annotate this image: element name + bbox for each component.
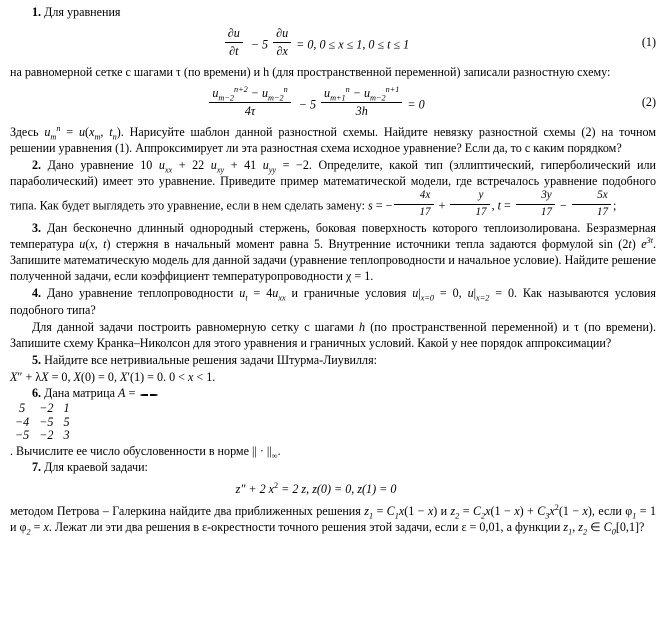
equation-2-row — [10, 86, 656, 118]
problem-5 — [10, 352, 656, 368]
matrix-cell: 3 — [63, 428, 70, 443]
problem-4-body-2: Для данной задачи построить равномерную сетку с шагами h (по пространственной переменной) и τ (по времени). Запишите схему Кранка–Николсон для этого уравнения и граничных условий. Какой у нее порядок аппроксимации? — [10, 319, 656, 350]
equation-2-number: (2) — [641, 95, 657, 110]
problem-1-number: 1. — [32, 5, 42, 19]
matrix-cell: 1 — [63, 401, 70, 416]
document-page: 1. Для уравнения $\frac{\partial u}{\partial t}$ − 5 $\frac{\partial u}{\partial x}$ = 0, 0 ≤ x ≤ 1, 0 ≤ t ≤ 1 (1) на равномерной сетке с шагами τ (по времени) и h (для пространственной переменной) записали разностную схему: $\frac{u_{m-2}^{n+2} - u_{m-2}^n}{4\tau}$ − 5 $\frac{u_{m+1}^n - u_{m-2}^{n+1}}{3h}$ = 0 (2) Здесь $u_m^n = u(x_m$, $t_n$). Нарисуйте шаблон данной разностной схемы. Найдите невязку разностной схемы (2) на точном решении уравнения (1). Аппроксимирует ли эта разностная схема исходное уравнение? Если да, то с каким порядком? 2. Дано уравнение 10 $u_{xx} + 22$ $u_{xy} + 41$ $u_{yy} = -2$. Определите, какой тип (эллиптический, гиперболический или параболический) имеет это уравнение. Приведите пример математической модели, где встречалось уравнение подобного типа. Как будет выглядеть это уравнение, если в нем сделать замену: s = − $\frac{4x}{17}$ + $\frac{y}{17}$ , t = $\frac{3y}{17}$ − $\frac{5x}{17}$ ; 3. Дан бесконечно длинный однородный стержень, боковая поверхность которого теплоизолирована. Безразмерная температура u(x, t) стержня в начальный момент равна 5. Внутренние источники тепла задаются формулой sin (2t) $e^{3t}$. Запишите математическую модель для данной задачи (уравнение теплопроводности и начальное условие). Найдите решение полученной задачи, если коэффициент температуропроводности χ = 1. 4. Дано уравнение теплопроводности $u_t = 4u_{xx}$ и граничные условия $u|_{x=0} = 0$, $u|_{x=2} = 0$. Как называются условия подобного типа? Для данной задачи построить равномерную сетку с шагами h (по пространственной переменной) и τ (по времени). Запишите схему Кранка–Николсон для этого уравнения и граничных условий. Какой у нее порядок аппроксимации? 5. Найдите все нетривиальные решения задачи Штурма-Лиувилля: X″ + λX = 0, X(0) = 0, X′(1) = 0. 0 < x < 1. 6. Дана матрица A = 5 −2 1 −4 −5 5 −5 −2 3 . Вычислите ее число обусловенности в норме || · $||_\infty$. 7. Для краевой задачи: z″ + 2 $x^2 = 2$ z, z(0) = 0, z(1) = 0 методом Петрова – Галеркина найдите два приближенных решения $z_1 = C_1x(1 - x)$ и $z_2 = C_2x(1 - x) + C_3x^2(1 - x)$, если $\varphi_1 = 1$ и $\varphi_2 = x$. Лежат ли эти два решения в ε-окрестности точного решения этой задачи, если ε = 0,01, а функции $z_1$, $z_2$ ∈ $C_0[0,1]$? — [10, 5, 657, 537]
matrix-cell: −2 — [39, 401, 54, 416]
problem-4-number: 4. — [32, 286, 42, 301]
matrix-a-table — [10, 402, 74, 443]
problem-1-body-2: Здесь $u_m^n = u(x_m$, $t_n$). Нарисуйте шаблон данной разностной схемы. Найдите невязку разностной схемы (2) на точном решении уравнения (1). Аппроксимирует ли эта разностная схема исходное уравнение? Если да, то с каким порядком? — [10, 124, 656, 156]
problem-5-text: Найдите все нетривиальные решения задачи Штурма-Лиувилля: — [44, 352, 378, 367]
problem-4: 4. Дано уравнение теплопроводности $u_t = 4u_{xx}$ и граничные условия $u|_{x=0} = 0$, $u|_{x=2} = 0$. Как называются условия подобного типа? — [10, 286, 656, 317]
problem-5-number: 5. — [32, 352, 42, 367]
problem-7-body: методом Петрова – Галеркина найдите два приближенных решения $z_1 = C_1x(1 - x)$ и $z_2 = C_2x(1 - x) + C_3x^2(1 - x)$, если $\varphi_1 = 1$ и $\varphi_2 = x$. Лежат ли эти два решения в ε-окрестности точного решения этой задачи, если ε = 0,01, а функции $z_1$, $z_2$ ∈ $C_0[0,1]$? — [10, 502, 656, 537]
equation-1-number: (1) — [641, 35, 657, 50]
equation-7-row — [10, 481, 656, 497]
problem-1-body-1: на равномерной сетке с шагами τ (по времени) и h (для пространственной переменной) записали разностную схему: — [10, 65, 611, 80]
matrix-cell: 5 — [19, 401, 26, 416]
table-row — [10, 416, 74, 430]
equation-1-body: $\frac{\partial u}{\partial t}$ − 5 $\frac{\partial u}{\partial x}$ = 0, 0 ≤ x ≤ 1, 0 ≤ t ≤ 1 — [223, 26, 409, 58]
matrix-cell: −2 — [39, 428, 54, 443]
problem-7-lead — [10, 459, 656, 475]
problem-6-number: 6. — [32, 385, 42, 400]
problem-1-lead-text: Для уравнения — [44, 5, 121, 19]
problem-1-lead — [10, 4, 656, 20]
problem-7-number: 7. — [32, 459, 42, 474]
equation-2-body: $\frac{u_{m-2}^{n+2} - u_{m-2}^n}{4\tau}$ − 5 $\frac{u_{m+1}^n - u_{m-2}^{n+1}}{3h}$ = 0 — [207, 86, 424, 118]
equation-1-row — [10, 26, 656, 58]
equation-7-body: z″ + 2 $x^2 = 2$ z, z(0) = 0, z(1) = 0 — [235, 480, 397, 496]
table-row — [10, 429, 74, 443]
problem-3: 3. Дан бесконечно длинный однородный стержень, боковая поверхность которого теплоизолирована. Безразмерная температура u(x, t) стержня в начальный момент равна 5. Внутренние источники тепла задаются формулой sin (2t) $e^{3t}$. Запишите математическую модель для данной задачи (уравнение теплопроводности и начальное условие). Найдите решение полученной задачи, если коэффициент температуропроводности χ = 1. — [10, 221, 657, 284]
matrix-cell: 5 — [63, 414, 70, 429]
problem-5-formula: X″ + λX = 0, X(0) = 0, X′(1) = 0. 0 < x < 1. — [10, 369, 216, 384]
matrix-cell: −5 — [15, 428, 30, 443]
matrix-cell: −4 — [15, 414, 30, 429]
problem-3-number: 3. — [32, 221, 42, 236]
problem-6: 6. Дана матрица A = — [32, 385, 139, 400]
problem-7-lead-text: Для краевой задачи: — [44, 459, 148, 474]
table-row — [10, 402, 74, 416]
matrix-cell: −5 — [39, 414, 54, 429]
problem-2-number: 2. — [32, 158, 42, 173]
problem-2: 2. Дано уравнение 10 $u_{xx} + 22$ $u_{xy} + 41$ $u_{yy} = -2$. Определите, какой тип (эллиптический, гиперболический или параболический) имеет это уравнение. Приведите пример математической модели, где встречалось уравнение подобного типа. Как будет выглядеть это уравнение, если в нем сделать замену: s = − $\frac{4x}{17}$ + $\frac{y}{17}$ , t = $\frac{3y}{17}$ − $\frac{5x}{17}$ ; — [10, 158, 656, 218]
